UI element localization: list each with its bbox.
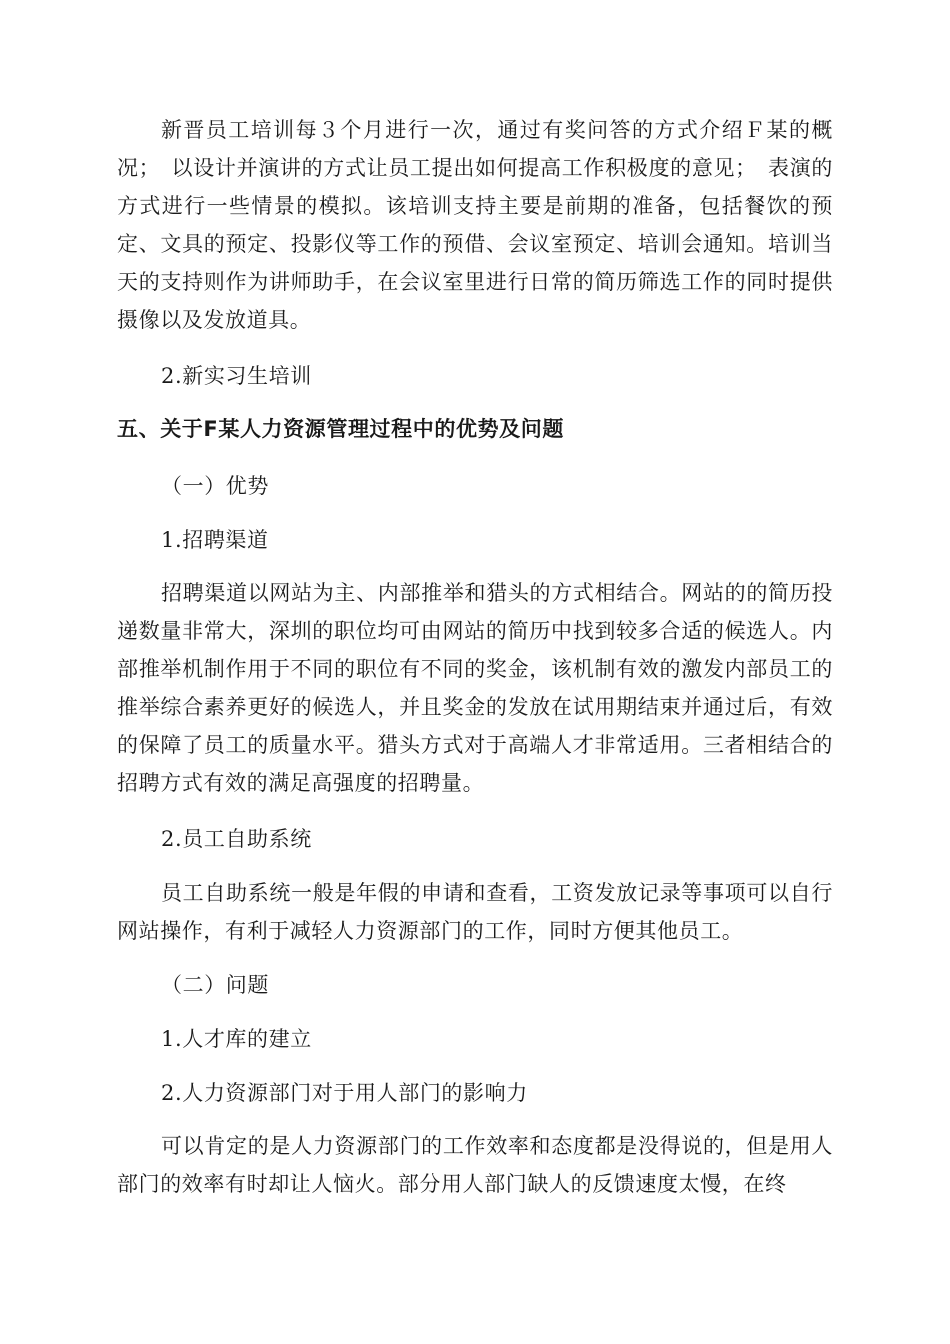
item-recruitment-channels: 1.招聘渠道 [161, 528, 269, 552]
item-employee-self-service: 2.员工自助系统 [161, 827, 312, 851]
paragraph-new-employee-training: 新晋员工培训每３个月进行一次，通过有奖问答的方式介绍Ｆ某的概况； 以设计并演讲的方式让员工提出如何提高工作积极度的意见； 表演的方式进行一些情景的模拟。该培训支持主要是前期的准备，包括餐饮的预定、文具的预定、投影仪等工作的预借、会议室预定、培训会通知。培训当天的支持则作为讲师助手，在会议室里进行日常的简历筛选工作的同时提供摄像以及发放道具。 [117, 118, 833, 332]
paragraph-employee-self-service: 员工自助系统一般是年假的申请和查看，工资发放记录等事项可以自行网站操作，有利于减轻人力资源部门的工作，同时方便其他员工。 [117, 881, 833, 943]
advantages-heading: （一）优势 [161, 474, 269, 498]
item-new-intern-training: 2.新实习生培训 [161, 364, 312, 388]
section-five-heading: 五、关于F某人力资源管理过程中的优势及问题 [117, 417, 564, 441]
paragraph-hr-influence: 可以肯定的是人力资源部门的工作效率和态度都是没得说的，但是用人部门的效率有时却让人恼火。部分用人部门缺人的反馈速度太慢，在终 [117, 1134, 833, 1196]
problems-heading: （二）问题 [161, 973, 269, 997]
item-hr-influence: 2.人力资源部门对于用人部门的影响力 [161, 1081, 528, 1105]
item-talent-pool: 1.人才库的建立 [161, 1027, 312, 1051]
paragraph-recruitment-channels: 招聘渠道以网站为主、内部推举和猎头的方式相结合。网站的的简历投递数量非常大，深圳的职位均可由网站的简历中找到较多合适的候选人。内部推举机制作用于不同的职位有不同的奖金，该机制有效的激发内部员工的推举综合素养更好的候选人，并且奖金的发放在试用期结束并通过后，有效的保障了员工的质量水平。猎头方式对于高端人才非常适用。三者相结合的招聘方式有效的满足高强度的招聘量。 [117, 581, 833, 795]
